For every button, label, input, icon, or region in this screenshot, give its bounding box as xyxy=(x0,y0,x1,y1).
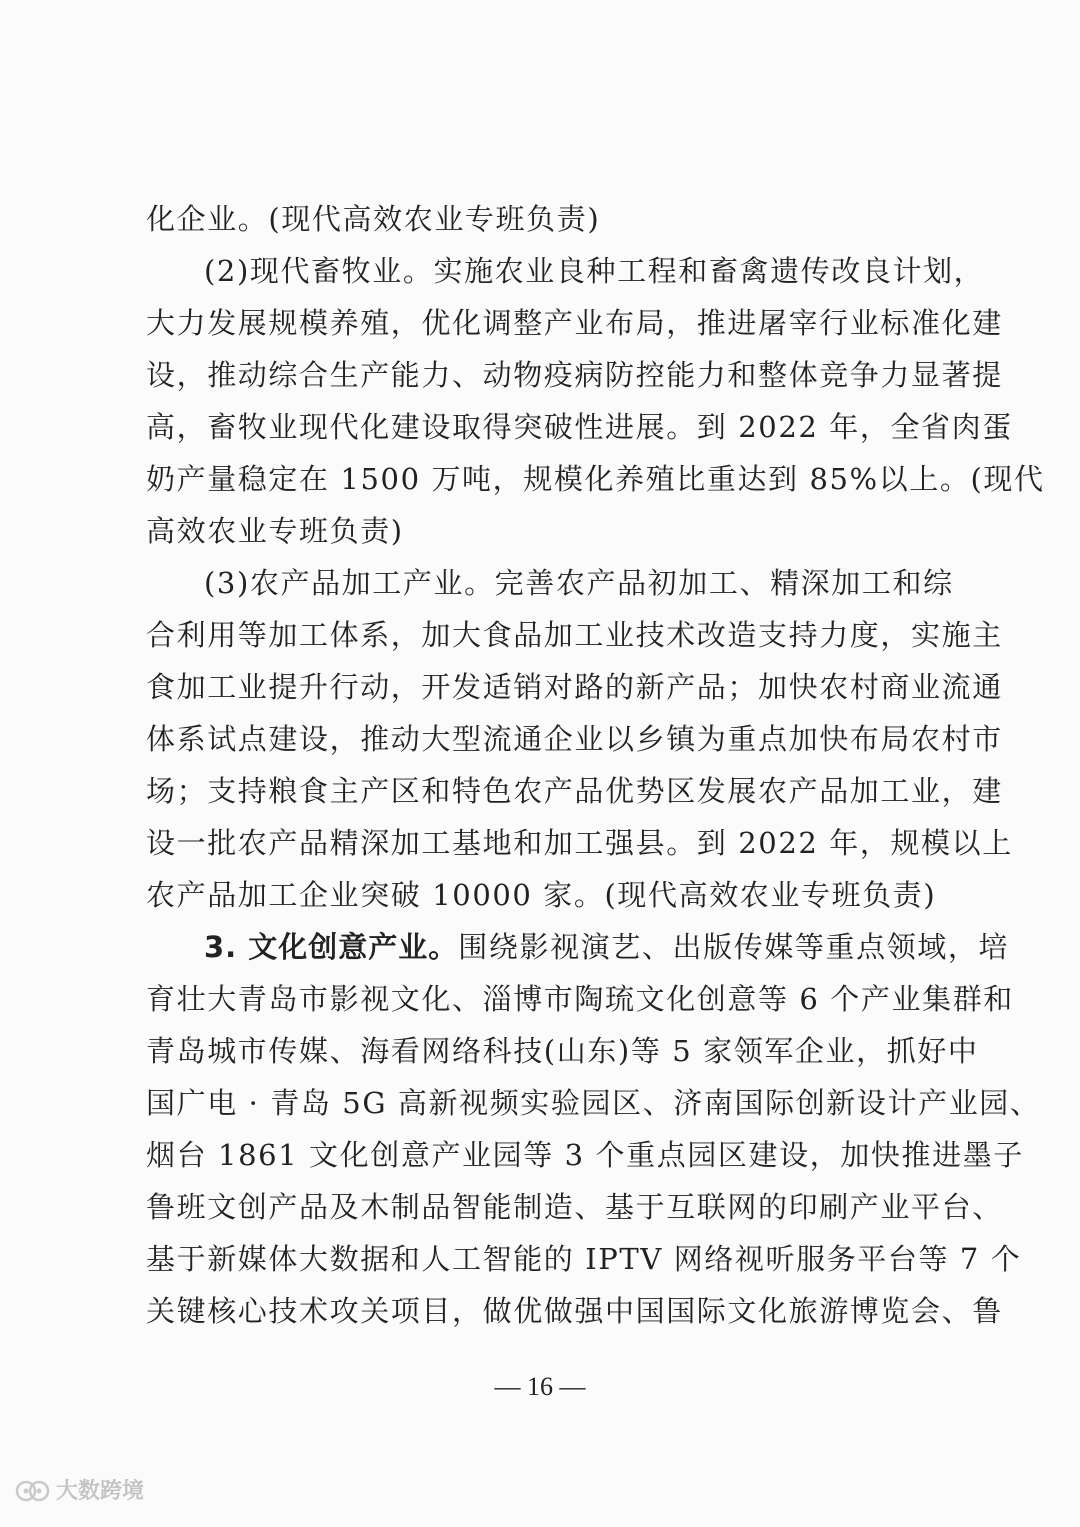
text-line: 食加工业提升行动，开发适销对路的新产品；加快农村商业流通 xyxy=(146,670,1003,704)
text-line: 农产品加工企业突破 10000 家。(现代高效农业专班负责) xyxy=(146,878,937,912)
page-number: — 16 — xyxy=(494,1372,586,1401)
text-line: 场；支持粮食主产区和特色农产品优势区发展农产品加工业，建 xyxy=(146,774,1003,808)
text-line: 合利用等加工体系，加大食品加工业技术改造支持力度，实施主 xyxy=(146,618,1003,652)
text-line: 烟台 1861 文化创意产业园等 3 个重点园区建设，加快推进墨子 xyxy=(146,1138,1024,1172)
text-line: 大力发展规模养殖，优化调整产业布局，推进屠宰行业标准化建 xyxy=(146,306,1003,340)
text-line: 高，畜牧业现代化建设取得突破性进展。到 2022 年，全省肉蛋 xyxy=(146,410,1013,444)
text-line: 高效农业专班负责) xyxy=(146,514,404,548)
section-heading-line xyxy=(146,921,1010,973)
paragraph-start-line: (2)现代畜牧业。实施农业良种工程和畜禽遗传改良计划， xyxy=(204,254,985,288)
text-line: 青岛城市传媒、海看网络科技(山东)等 5 家领军企业，抓好中 xyxy=(146,1034,979,1068)
section-heading-rest: 围绕影视演艺、出版传媒等重点领域，培 xyxy=(458,930,1010,964)
text-line: 育壮大青岛市影视文化、淄博市陶琉文化创意等 6 个产业集群和 xyxy=(146,982,1014,1016)
paragraph-start-line: (3)农产品加工产业。完善农产品初加工、精深加工和综 xyxy=(204,566,954,600)
text-line: 设一批农产品精深加工基地和加工强县。到 2022 年，规模以上 xyxy=(146,826,1013,860)
watermark xyxy=(14,1474,144,1505)
text-line: 国广电 · 青岛 5G 高新视频实验园区、济南国际创新设计产业园、 xyxy=(146,1086,1041,1120)
text-line: 设，推动综合生产能力、动物疫病防控能力和整体竞争力显著提 xyxy=(146,358,1003,392)
text-line: 体系试点建设，推动大型流通企业以乡镇为重点加快布局农村市 xyxy=(146,722,1003,756)
text-line: 关键核心技术攻关项目，做优做强中国国际文化旅游博览会、鲁 xyxy=(146,1294,1003,1328)
text-line: 基于新媒体大数据和人工智能的 IPTV 网络视听服务平台等 7 个 xyxy=(146,1242,1022,1276)
text-line: 奶产量稳定在 1500 万吨，规模化养殖比重达到 85%以上。(现代 xyxy=(146,462,1045,496)
document-body xyxy=(146,193,1045,1337)
text-line: 化企业。(现代高效农业专班负责) xyxy=(146,202,601,236)
text-line: 鲁班文创产品及木制品智能制造、基于互联网的印刷产业平台、 xyxy=(146,1190,1003,1224)
section-heading: 3. 文化创意产业。 xyxy=(204,930,459,964)
watermark-logo-icon xyxy=(14,1477,52,1503)
watermark-text: 大数跨境 xyxy=(56,1479,145,1504)
